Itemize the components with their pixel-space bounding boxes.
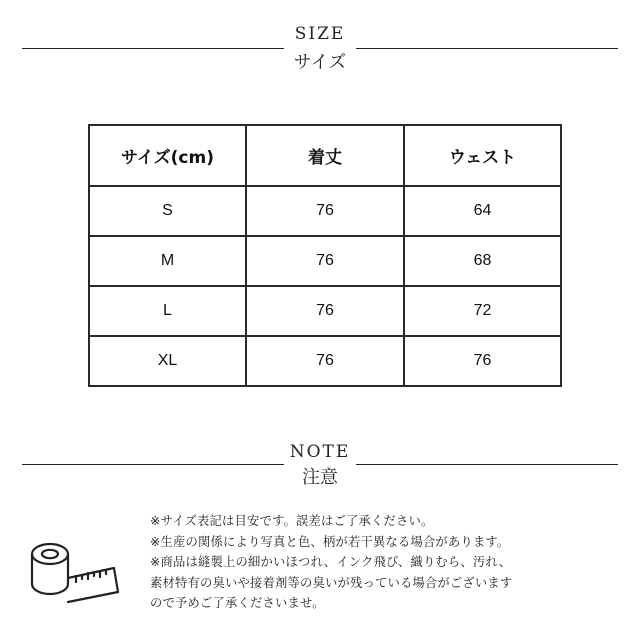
table-row xyxy=(89,286,561,336)
cell-length: 76 xyxy=(246,286,404,336)
cell-waist: 76 xyxy=(404,336,561,386)
note-line: ※生産の関係により写真と色、柄が若干異なる場合があります。 xyxy=(150,534,510,549)
table-row xyxy=(89,236,561,286)
cell-waist: 68 xyxy=(404,236,561,286)
note-line: ので予めご了承くださいませ。 xyxy=(150,596,325,610)
size-table xyxy=(88,124,562,387)
table-row xyxy=(89,336,561,386)
header-size: サイズ(cm) xyxy=(89,125,246,186)
cell-length: 76 xyxy=(246,336,404,386)
note-section-heading xyxy=(0,440,640,500)
cell-size: M xyxy=(89,236,246,286)
cell-length: 76 xyxy=(246,186,404,236)
cell-length: 76 xyxy=(246,236,404,286)
size-title-en: SIZE xyxy=(294,24,346,44)
table-row xyxy=(89,186,561,236)
measuring-tape-icon xyxy=(26,538,126,608)
note-line: 素材特有の臭いや接着剤等の臭いが残っている場合がございます xyxy=(150,575,513,590)
cell-size: S xyxy=(89,186,246,236)
cell-size: L xyxy=(89,286,246,336)
notes-text xyxy=(150,511,630,614)
note-line: ※サイズ表記は目安です。誤差はご了承ください。 xyxy=(150,514,434,528)
size-section-heading xyxy=(0,22,640,82)
header-length: 着丈 xyxy=(246,125,404,186)
header-waist: ウェスト xyxy=(404,125,561,186)
cell-waist: 64 xyxy=(404,186,561,236)
size-table-header-row xyxy=(89,125,561,186)
note-title-en: NOTE xyxy=(289,442,351,462)
note-title-ja: 注意 xyxy=(302,467,338,488)
cell-size: XL xyxy=(89,336,246,386)
size-title-ja: サイズ xyxy=(293,52,347,73)
cell-waist: 72 xyxy=(404,286,561,336)
note-line: ※商品は縫製上の細かいほつれ、インク飛び、織りむら、汚れ、 xyxy=(150,555,512,569)
